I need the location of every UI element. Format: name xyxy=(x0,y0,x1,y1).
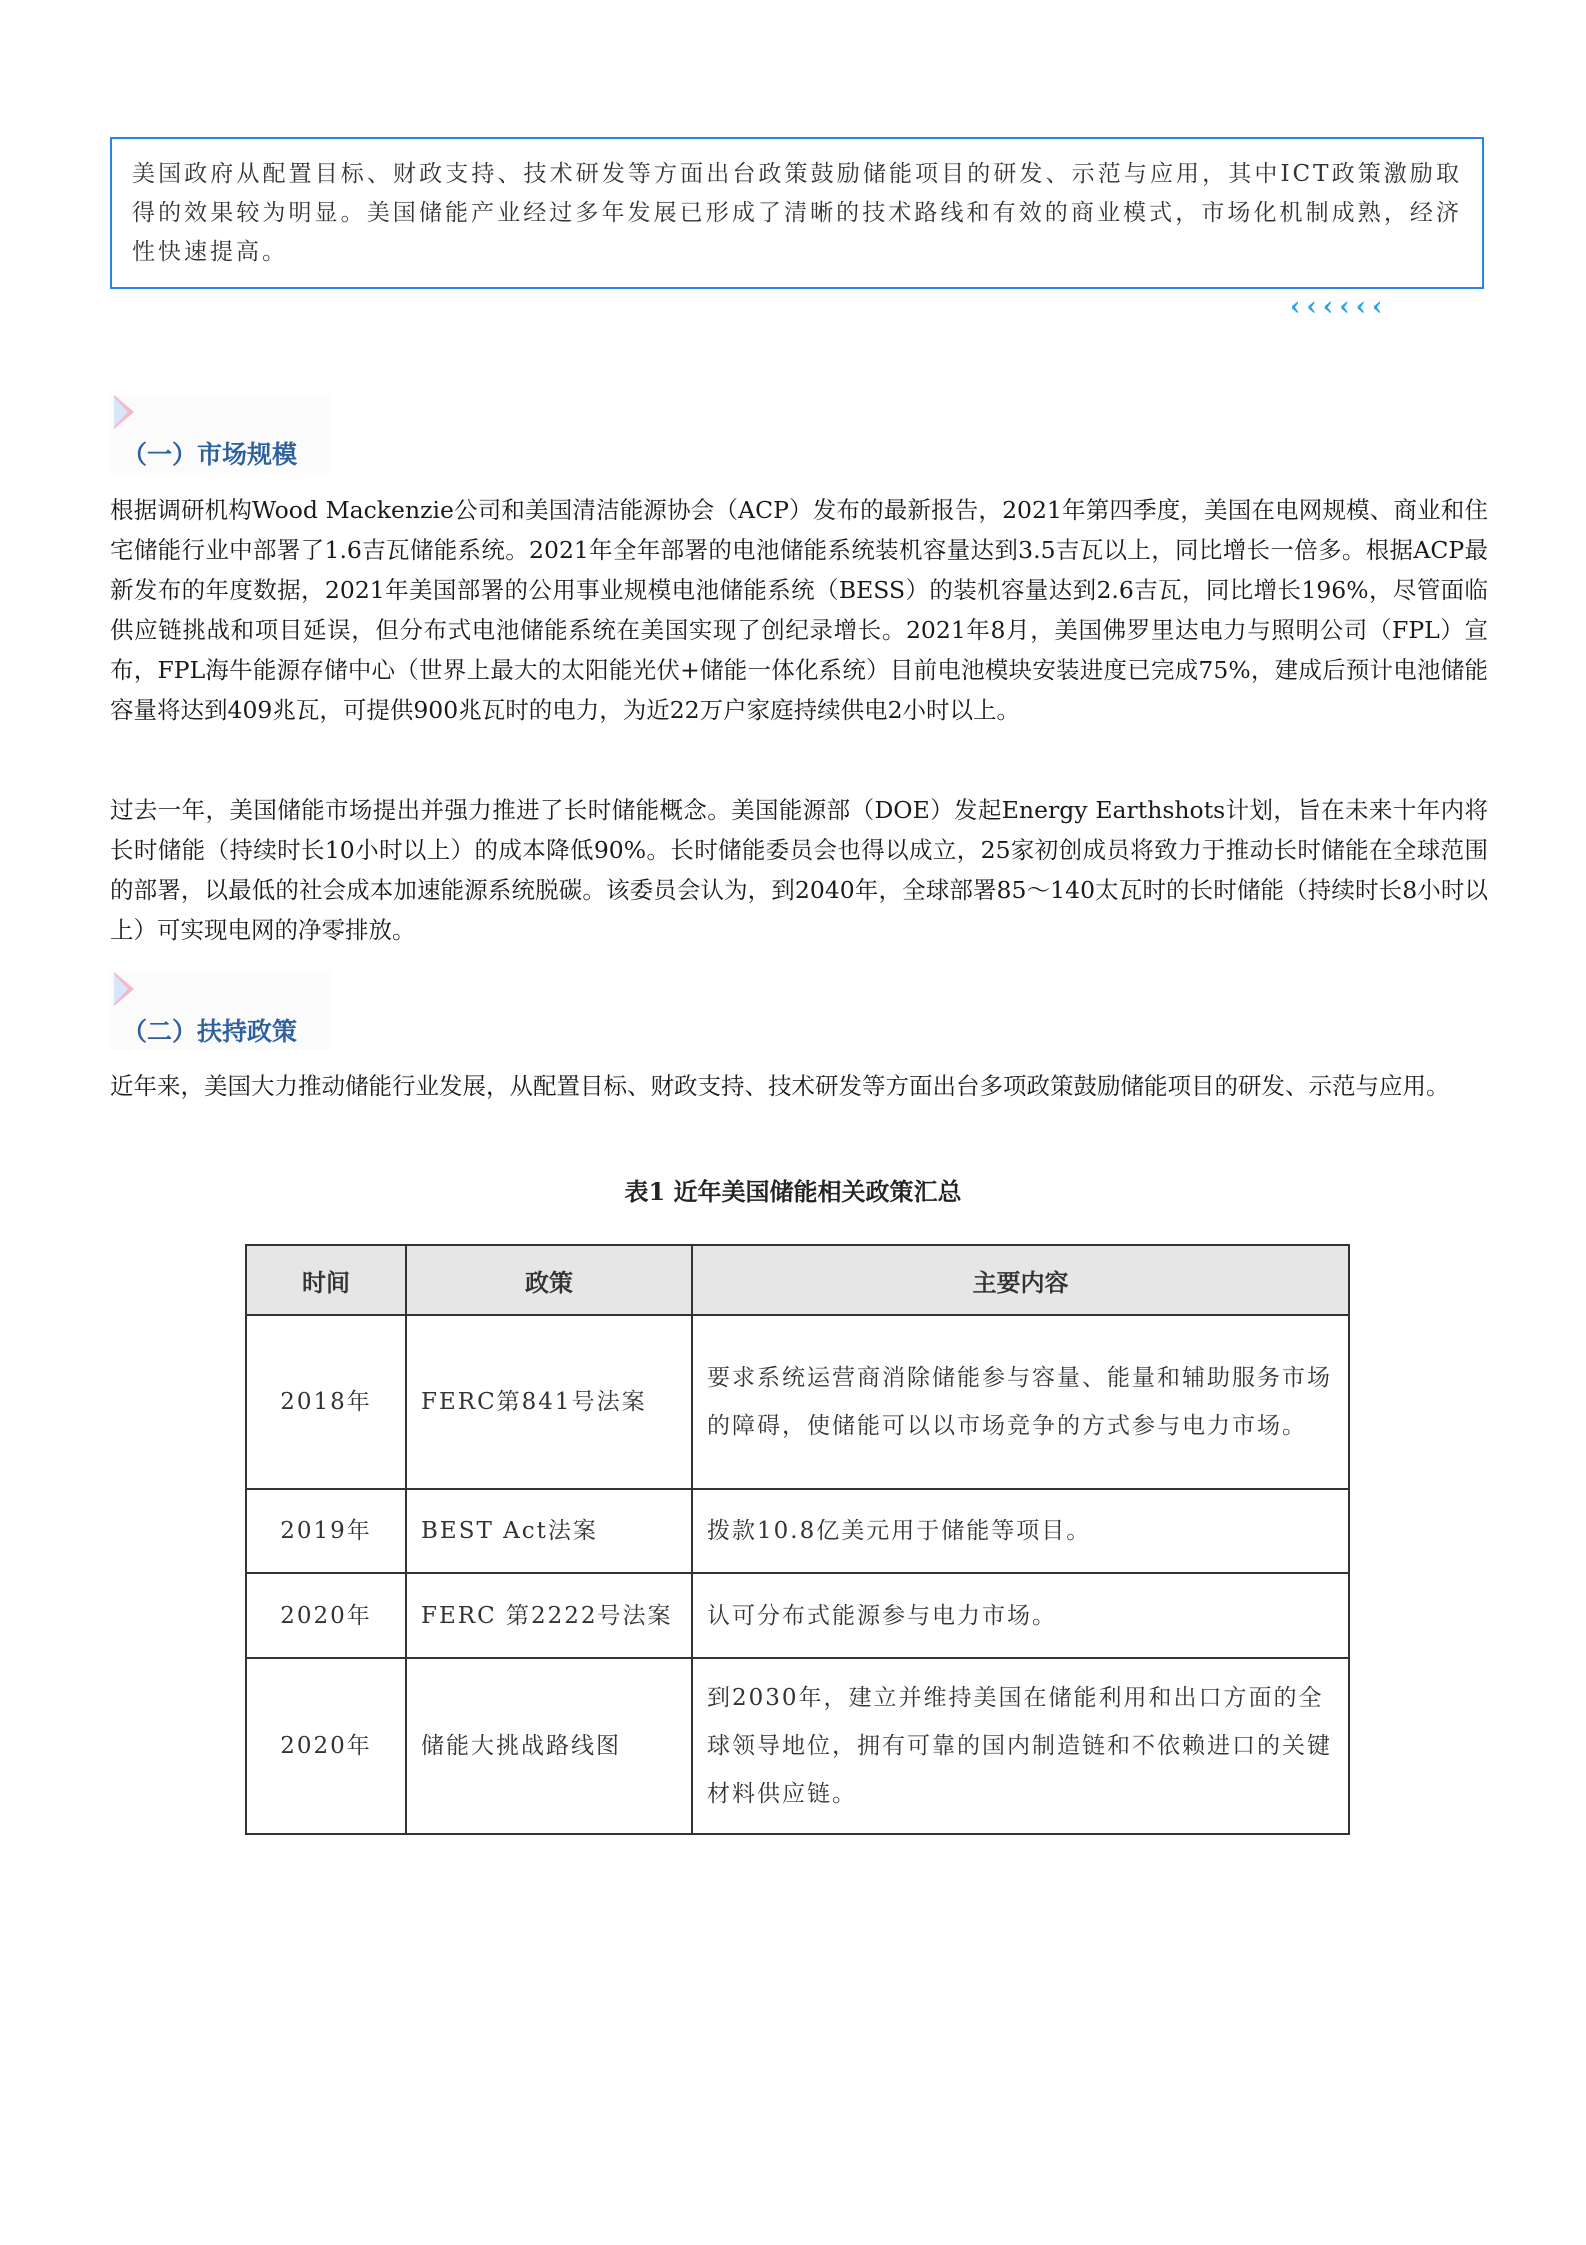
policy-table xyxy=(245,1244,1350,1835)
content-cell: 拨款10.8亿美元用于储能等项目。 xyxy=(692,1489,1349,1573)
section-header-1 xyxy=(110,395,330,473)
table-row xyxy=(246,1573,1349,1658)
summary-box xyxy=(110,137,1484,289)
table-row xyxy=(246,1489,1349,1573)
paragraph: 近年来，美国大力推动储能行业发展，从配置目标、财政支持、技术研发等方面出台多项政策鼓励储能项目的研发、示范与应用。 xyxy=(110,1072,1450,1100)
table-row xyxy=(246,1658,1349,1834)
header-cell: 政策 xyxy=(406,1245,692,1315)
header-cell: 时间 xyxy=(246,1245,406,1315)
paragraph: 根据调研机构Wood Mackenzie公司和美国清洁能源协会（ACP）发布的最新报告，2021年第四季度，美国在电网规模、商业和住宅储能行业中部署了1.6吉瓦储能系统。2021年全年部署的电池储能系统装机容量达到3.5吉瓦以上，同比增长一倍多。根据ACP最新发布的年度数据，2021年美国部署的公用事业规模电池储能系统（BESS）的装机容量达到2.6吉瓦，同比增长196%，尽管面临供应链挑战和项目延误，但分布式电池储能系统在美国实现了创纪录增长。2021年8月，美国佛罗里达电力与照明公司（FPL）宣布，FPL海牛能源存储中心（世界上最大的太阳能光伏+储能一体化系统）目前电池模块安装进度已完成75%，建成后预计电池储能容量将达到409兆瓦，可提供900兆瓦时的电力，为近22万户家庭持续供电2小时以上。 xyxy=(110,496,1488,724)
header-cell: 主要内容 xyxy=(692,1245,1349,1315)
policy-cell: 储能大挑战路线图 xyxy=(406,1658,692,1834)
chevron-decoration-icon: ‹‹‹‹‹‹ xyxy=(1290,292,1389,322)
table-header-row xyxy=(246,1245,1349,1315)
table-row xyxy=(246,1315,1349,1489)
section-header-2 xyxy=(110,972,330,1050)
summary-text: 美国政府从配置目标、财政支持、技术研发等方面出台政策鼓励储能项目的研发、示范与应用，其中ICT政策激励取得的效果较为明显。美国储能产业经过多年发展已形成了清晰的技术路线和有效的商业模式，市场化机制成熟，经济性快速提高。 xyxy=(132,161,1462,265)
time-cell: 2020年 xyxy=(246,1658,406,1834)
table-caption: 表1 近年美国储能相关政策汇总 xyxy=(624,1177,962,1206)
section-arrow-icon xyxy=(114,395,134,429)
section-title: （一）市场规模 xyxy=(122,440,298,469)
content-cell: 到2030年，建立并维持美国在储能利用和出口方面的全球领导地位，拥有可靠的国内制造链和不依赖进口的关键材料供应链。 xyxy=(692,1658,1349,1834)
policy-cell: FERC第841号法案 xyxy=(406,1315,692,1489)
policy-cell: BEST Act法案 xyxy=(406,1489,692,1573)
time-cell: 2018年 xyxy=(246,1315,406,1489)
section-arrow-icon xyxy=(114,972,134,1006)
policy-cell: FERC 第2222号法案 xyxy=(406,1573,692,1658)
time-cell: 2020年 xyxy=(246,1573,406,1658)
section-title: （二）扶持政策 xyxy=(122,1017,298,1046)
content-cell: 认可分布式能源参与电力市场。 xyxy=(692,1573,1349,1658)
content-cell: 要求系统运营商消除储能参与容量、能量和辅助服务市场的障碍，使储能可以以市场竞争的方式参与电力市场。 xyxy=(692,1315,1349,1489)
time-cell: 2019年 xyxy=(246,1489,406,1573)
paragraph: 过去一年，美国储能市场提出并强力推进了长时储能概念。美国能源部（DOE）发起Energy Earthshots计划，旨在未来十年内将长时储能（持续时长10小时以上）的成本降低90%。长时储能委员会也得以成立，25家初创成员将致力于推动长时储能在全球范围的部署，以最低的社会成本加速能源系统脱碳。该委员会认为，到2040年，全球部署85～140太瓦时的长时储能（持续时长8小时以上）可实现电网的净零排放。 xyxy=(110,796,1488,944)
